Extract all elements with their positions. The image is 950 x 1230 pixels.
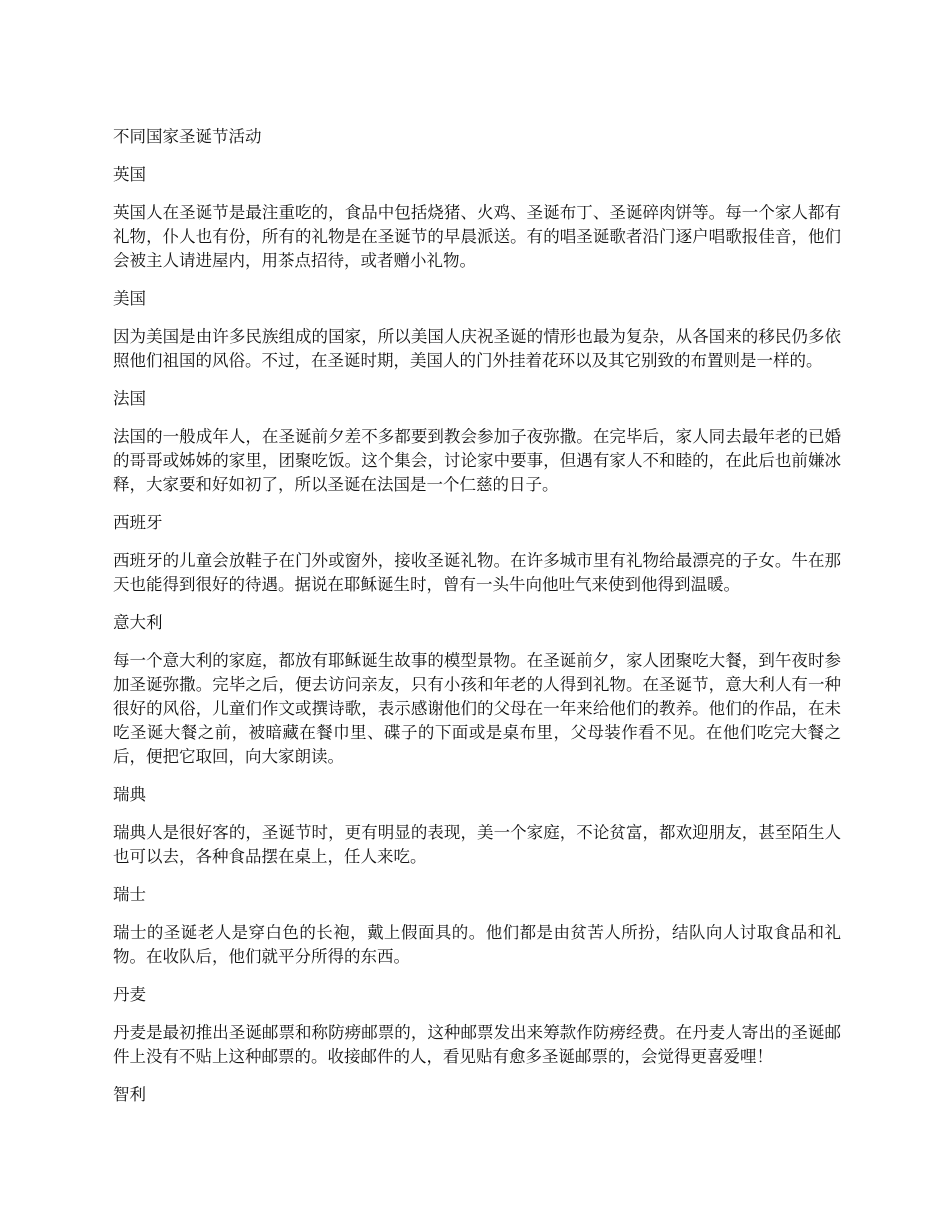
- section-france: [113, 387, 841, 497]
- section-paragraph: 瑞典人是很好客的，圣诞节时，更有明显的表现，美一个家庭，不论贫富，都欢迎朋友，甚至陌生人也可以去，各种食品摆在桌上，任人来吃。: [113, 823, 841, 866]
- section-heading: 美国: [113, 289, 146, 308]
- section-paragraph: 每一个意大利的家庭，都放有耶稣诞生故事的模型景物。在圣诞前夕，家人团聚吃大餐，到午夜时参加圣诞弥撒。完毕之后，便去访问亲友，只有小孩和年老的人得到礼物。在圣诞节，意大利人有一种很好的风俗，儿童们作文或撰诗歌，表示感谢他们的父母在一年来给他们的教养。他们的作品，在未吃圣诞大餐之前，被暗藏在餐巾里、碟子的下面或是桌布里，父母装作看不见。在他们吃完大餐之后，便把它取回，向大家朗读。: [113, 651, 841, 766]
- section-switzerland: [113, 883, 841, 969]
- section-heading: 英国: [113, 165, 146, 184]
- section-italy: [113, 611, 841, 769]
- document-body: [113, 125, 841, 1121]
- section-heading: 智利: [113, 1085, 146, 1104]
- section-heading: 瑞士: [113, 885, 146, 904]
- section-chile: [113, 1083, 841, 1107]
- document-title: 不同国家圣诞节活动: [113, 127, 262, 146]
- section-paragraph: 法国的一般成年人，在圣诞前夕差不多都要到教会参加子夜弥撒。在完毕后，家人同去最年老的已婚的哥哥或姊姊的家里，团聚吃饭。这个集会，讨论家中要事，但遇有家人不和睦的，在此后也前嫌冰释，大家要和好如初了，所以圣诞在法国是一个仁慈的日子。: [113, 427, 841, 494]
- section-heading: 瑞典: [113, 785, 146, 804]
- section-denmark: [113, 983, 841, 1069]
- section-heading: 西班牙: [113, 513, 163, 532]
- section-heading: 意大利: [113, 613, 163, 632]
- section-paragraph: 瑞士的圣诞老人是穿白色的长袍，戴上假面具的。他们都是由贫苦人所扮，结队向人讨取食品和礼物。在收队后，他们就平分所得的东西。: [113, 923, 841, 966]
- section-paragraph: 丹麦是最初推出圣诞邮票和称防痨邮票的，这种邮票发出来筹款作防痨经费。在丹麦人寄出的圣诞邮件上没有不贴上这种邮票的。收接邮件的人，看见贴有愈多圣诞邮票的，会觉得更喜爱哩！: [113, 1023, 841, 1066]
- section-heading: 丹麦: [113, 985, 146, 1004]
- section-sweden: [113, 783, 841, 869]
- section-paragraph: 西班牙的儿童会放鞋子在门外或窗外，接收圣诞礼物。在许多城市里有礼物给最漂亮的子女。牛在那天也能得到很好的待遇。据说在耶稣诞生时，曾有一头牛向他吐气来使到他得到温暖。: [113, 551, 841, 594]
- section-heading: 法国: [113, 389, 146, 408]
- section-paragraph: 英国人在圣诞节是最注重吃的，食品中包括烧猪、火鸡、圣诞布丁、圣诞碎肉饼等。每一个家人都有礼物，仆人也有份，所有的礼物是在圣诞节的早晨派送。有的唱圣诞歌者沿门逐户唱歌报佳音，他们会被主人请进屋内，用茶点招待，或者赠小礼物。: [113, 203, 841, 270]
- section-spain: [113, 511, 841, 597]
- section-usa: [113, 287, 841, 373]
- section-uk: [113, 163, 841, 273]
- section-paragraph: 因为美国是由许多民族组成的国家，所以美国人庆祝圣诞的情形也最为复杂，从各国来的移民仍多依照他们祖国的风俗。不过，在圣诞时期，美国人的门外挂着花环以及其它别致的布置则是一样的。: [113, 327, 841, 370]
